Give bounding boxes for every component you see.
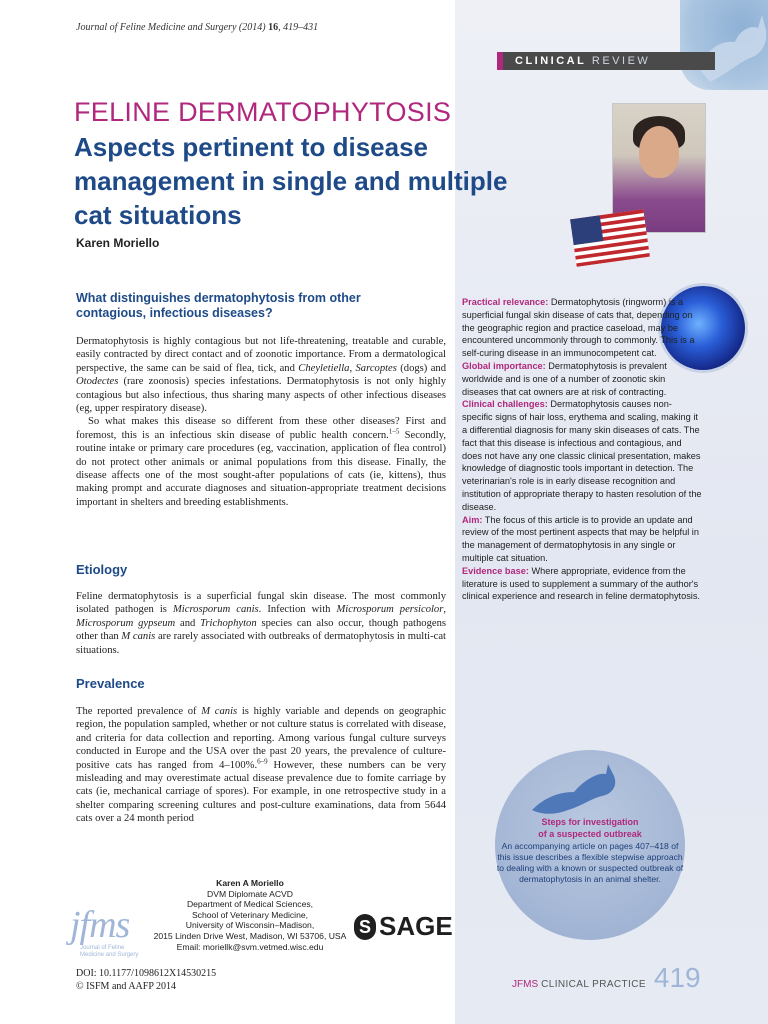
footer-journal: JFMS	[512, 979, 539, 990]
text-run: and	[175, 617, 201, 629]
steps-title	[495, 816, 685, 840]
cat-corner-graphic	[680, 0, 768, 90]
sidebar-text: Dermatophytosis is prevalent worldwide and is one of a number of zoonotic skin diseases that cat owners are at risk of contracting.	[462, 360, 667, 397]
steps-text: An accompanying article on pages 407–418 of this issue describes a flexible stepwise approach to dealing with a known or suspected outbreak of dermatophytosis in an animal shelter.	[496, 841, 684, 884]
body-prevalence	[76, 705, 446, 826]
text-italic: Microsporum gypseum	[76, 617, 176, 629]
text-italic: Otodectes	[76, 376, 119, 388]
paragraph-distinguish-1	[76, 335, 446, 415]
affil-school: School of Veterinary Medicine,	[191, 909, 309, 920]
text-italic: Trichophyton	[200, 617, 257, 629]
heading-etiology: Etiology	[76, 562, 128, 577]
text-run: are rarely associated with outbreaks of dermatophytosis in multi-cat situations.	[76, 631, 447, 656]
us-flag-icon	[570, 209, 650, 267]
sidebar-item-practical	[462, 296, 702, 360]
affil-email[interactable]: Email: moriellk@svm.vetmed.wisc.edu	[176, 941, 324, 952]
affil-name: Karen A Moriello	[216, 878, 284, 888]
body-distinguish	[76, 335, 446, 509]
affil-credentials: DVM Diplomate ACVD	[207, 888, 293, 899]
text-run: So what makes this disease so different from these other diseases? First and foremost, this is an infectious skin disease of public health concern.	[76, 416, 446, 441]
paragraph-distinguish-2	[76, 415, 446, 509]
journal-name: Journal of Feline Medicine and Surgery	[76, 22, 237, 33]
affil-address: 2015 Linden Drive West, Madison, WI 53706, USA	[153, 930, 347, 941]
section-tab	[497, 52, 715, 70]
leaping-cat-icon	[528, 758, 620, 818]
text-run: is highly variable and depends on geographic region, the population sampled, whether or not culture status is correlated with disease, and criteria for data collection and reporting. Among various fungal culture surveys conducted in Europe and the USA over the past 20 years, the prevalence of culture-positive cats has ranged from 4–100%.	[76, 706, 446, 771]
text-run: . Infection with	[258, 604, 337, 616]
paragraph-prevalence	[76, 705, 446, 826]
sidebar-label: Evidence base:	[462, 565, 529, 576]
sidebar-label: Practical relevance:	[462, 297, 549, 307]
article-title-sub: Aspects pertinent to disease management in single and multiple cat situations	[74, 132, 508, 230]
journal-year: (2014)	[238, 22, 266, 33]
journal-reference	[76, 22, 318, 33]
page-number: 419	[653, 962, 701, 993]
sidebar-item-global	[462, 360, 702, 398]
text-run: Feline dermatophytosis is a superficial fungal skin disease. The most commonly isolated pathogen is	[76, 591, 446, 616]
text-italic: Sarcoptes	[355, 362, 397, 374]
text-run: Secondly, routine intake or primary care procedures (eg, vaccination, application of flea control) do not protect other animals or animal populations from this disease. Finally, the disease affects one of the most sought-after populations of cats (ie, kittens), thus making prompt and accurate diagnoses and situation-appropriate treatment decisions important in shelters and breeding establishments.	[76, 429, 446, 508]
jfms-logo	[70, 905, 150, 963]
text-run: ,	[443, 604, 447, 616]
jfms-logo-text: jfms	[70, 904, 130, 946]
affil-university: University of Wisconsin–Madison,	[185, 920, 315, 931]
journal-pages: , 419–431	[278, 22, 319, 33]
text-run: Dermatophytosis is highly contagious but not life-threatening, treatable and curable, easily contracted by direct contact and of zoonotic importance. From a dermatological perspective, the same can be said of flea, tick, and	[76, 336, 446, 374]
section-light: REVIEW	[591, 55, 651, 67]
text-run: ,	[349, 362, 356, 374]
sage-logo	[354, 911, 453, 942]
sidebar-text: Dermatophytosis causes non-specific signs of hair loss, erythema and scaling, making it a differential diagnosis for many skin diseases of cats. The fact that this disease is infectious and contagious, and does not have any one classic clinical presentation, makes knowledge of diagnostic tools important in detection. The veterinarian's role is in early disease recognition and institution of appropriate therapy to hasten resolution of the disease.	[462, 399, 702, 512]
doi-block	[76, 967, 216, 993]
sidebar-label: Aim:	[462, 514, 483, 525]
text-run: (rare zoonosis) species infestations. Dermatophytosis is not only highly contagious but also infectious, thus sharing many aspects of other infectious diseases (eg, upper respiratory disease).	[76, 376, 446, 415]
heading-prevalence: Prevalence	[76, 676, 145, 691]
sage-mark-icon: S	[354, 914, 376, 940]
jfms-logo-subtext: Journal of Feline Medicine and Surgery	[80, 945, 139, 958]
sidebar-label: Clinical challenges:	[462, 399, 548, 410]
text-run: (dogs) and	[396, 362, 447, 374]
journal-volume: 16	[268, 22, 279, 33]
text-italic: M canis	[121, 631, 156, 643]
doi-text[interactable]: DOI: 10.1177/1098612X14530215	[76, 968, 217, 979]
text-run: The reported prevalence of	[76, 706, 202, 717]
sidebar-text: The focus of this article is to provide an update and review of the most pertinent aspects that may be helpful in the management of dermatophytosis in any single or multiple cat situation.	[462, 514, 699, 563]
paragraph-etiology	[76, 590, 446, 657]
portrait-face	[639, 126, 679, 178]
citation-ref: 1–5	[388, 427, 400, 436]
sage-logo-text: SAGE	[379, 911, 453, 941]
steps-title-line1: Steps for investigation	[541, 817, 639, 827]
sidebar-text: Where appropriate, evidence from the literature is used to supplement a summary of the author's clinical experience and research in feline dermatophytosis.	[462, 565, 700, 602]
sidebar-item-clinical	[462, 398, 702, 513]
author-affiliation	[150, 878, 350, 952]
heading-distinguish: What distinguishes dermatophytosis from other contagious, infectious diseases?	[76, 291, 361, 320]
citation-ref: 6–9	[257, 757, 268, 766]
footer-practice: CLINICAL PRACTICE	[541, 979, 646, 990]
text-italic: Microsporum canis	[172, 604, 259, 616]
text-run: species can also occur, though pathogens other than	[76, 617, 447, 643]
sidebar-summary	[462, 296, 702, 603]
copyright-text: © ISFM and AAFP 2014	[76, 981, 177, 992]
sidebar-item-aim	[462, 514, 702, 565]
cat-silhouette-icon	[680, 0, 768, 90]
article-title-main: FELINE DERMATOPHYTOSIS	[74, 97, 452, 127]
affil-dept: Department of Medical Sciences,	[186, 899, 314, 910]
sidebar-label: Global importance:	[462, 360, 546, 371]
text-italic: Microsporum persicolor	[336, 604, 444, 616]
body-etiology	[76, 590, 446, 657]
section-bold: CLINICAL	[515, 55, 587, 67]
text-italic: M canis	[201, 706, 238, 717]
article-author: Karen Moriello	[76, 236, 160, 250]
text-italic: Cheyletiella	[298, 362, 350, 374]
sidebar-text: Dermatophytosis (ringworm) is a superficial fungal skin disease of cats that, depending on the geographic region and practice caseload, may be encountered uncommonly through to commonly. This is a self-curing disease in an immunocompetent cat.	[462, 297, 695, 359]
page-footer	[512, 962, 701, 994]
steps-title-line2: of a suspected outbreak	[538, 829, 642, 839]
text-run: However, these numbers can be very misleading and may overestimate actual disease prevalence due to fomite carriage by cats (ie, mechanical carriage of spores). For example, in one retrospective study in a shelter comparing screening cultures and post-culture examinations, data from 5644 cats over a 24 month period	[76, 759, 446, 825]
sidebar-item-evidence	[462, 565, 702, 603]
